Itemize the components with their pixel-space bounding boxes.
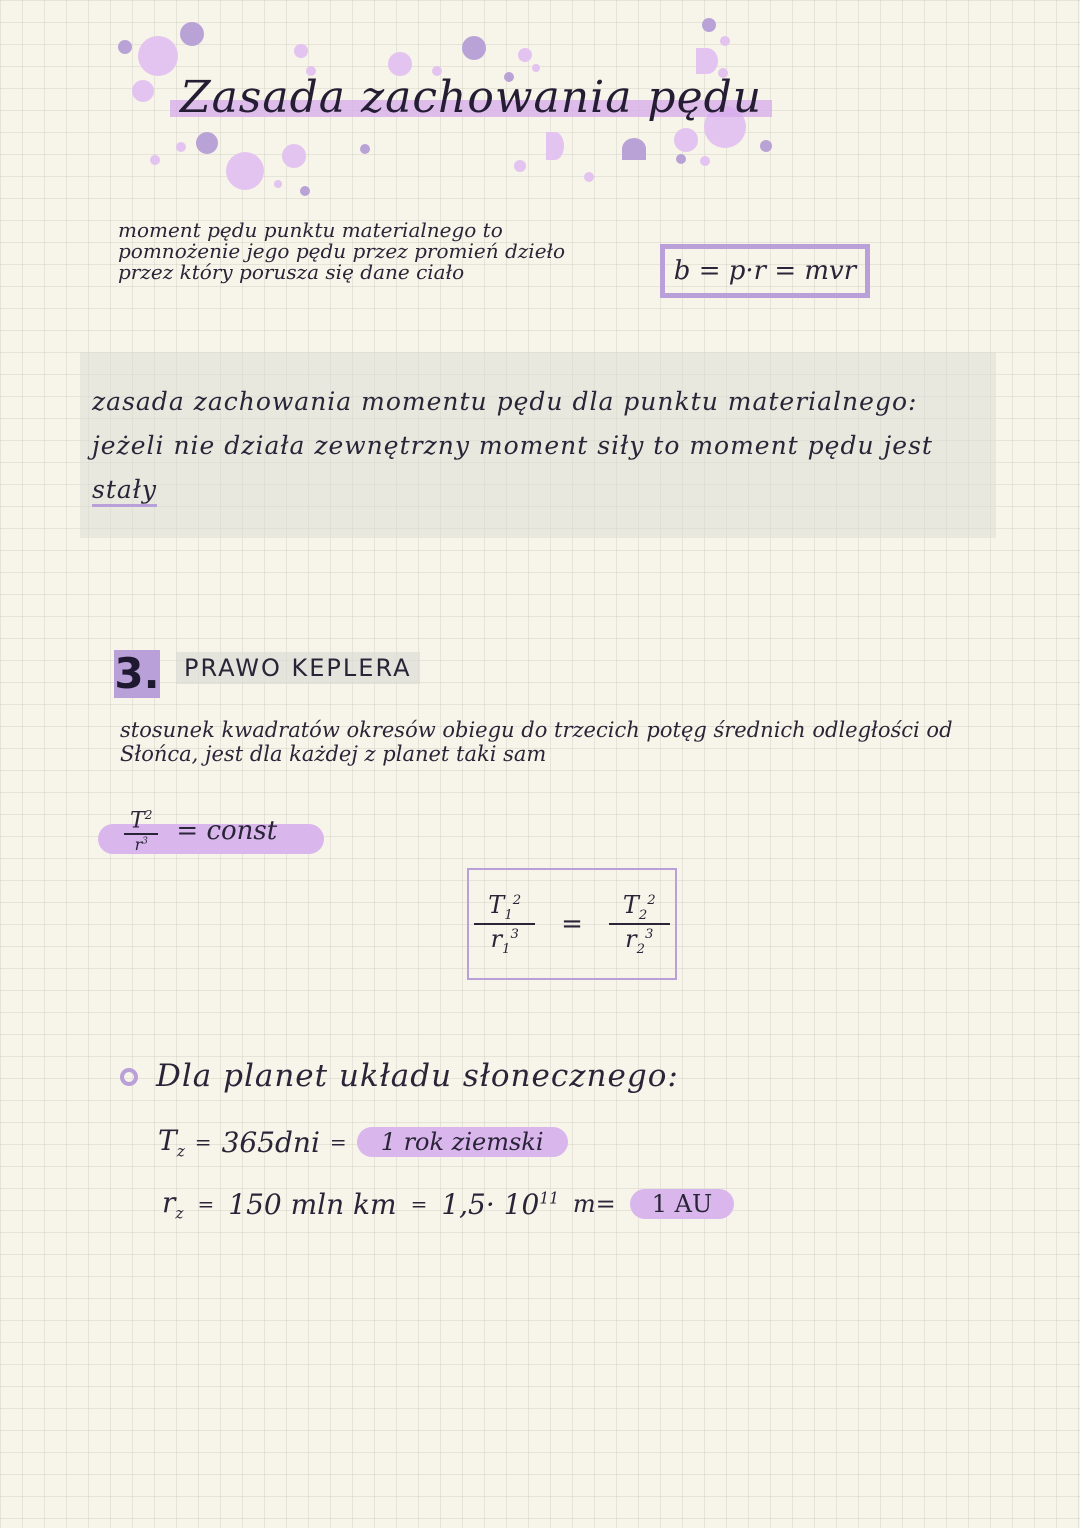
dot — [360, 144, 370, 154]
distance-highlight: 1 AU — [630, 1189, 734, 1219]
period-equals-2: = — [329, 1130, 347, 1155]
dot — [226, 152, 264, 190]
distance-value: 150 mln km — [228, 1187, 397, 1221]
dot — [696, 48, 718, 74]
dot — [514, 160, 526, 172]
fraction-2-denominator: $r_2^3$ — [625, 925, 654, 957]
dot — [274, 180, 282, 188]
section-number: 3. — [114, 649, 160, 698]
fraction-2 — [609, 891, 670, 957]
dot — [132, 80, 154, 102]
const-rhs: = const — [176, 816, 278, 847]
distance-variable: $r_z$ — [162, 1186, 184, 1223]
distance-scientific: $1,5\cdot 10^{11}$ — [441, 1187, 559, 1221]
solar-row-distance — [162, 1186, 734, 1223]
section-title: PRAWO KEPLERA — [176, 652, 420, 684]
definition-text: moment pędu punktu materialnego to pomnożenie jego pędu przez promień dzieło przez który porusza się dane ciało — [118, 218, 566, 284]
dot — [176, 142, 186, 152]
distance-equals: = — [197, 1192, 215, 1217]
dot — [282, 144, 306, 168]
const-formula — [124, 808, 277, 854]
distance-equals-2: = — [410, 1192, 428, 1217]
dot — [676, 154, 686, 164]
dot — [622, 138, 646, 160]
dot — [720, 36, 730, 46]
dot — [150, 155, 160, 165]
period-value: 365dni — [221, 1125, 320, 1159]
dot — [532, 64, 540, 72]
dot — [138, 36, 178, 76]
dot — [674, 128, 698, 152]
fraction-1-denominator: $r_1^3$ — [490, 925, 519, 957]
solar-row-period — [158, 1124, 568, 1161]
fraction-2-numerator: $T_2^2$ — [609, 891, 670, 925]
dot — [294, 44, 308, 58]
period-equals: = — [194, 1130, 212, 1155]
dot — [518, 48, 532, 62]
fraction-1 — [474, 891, 535, 957]
dot — [760, 140, 772, 152]
dot — [702, 18, 716, 32]
solar-heading: Dla planet układu słonecznego: — [156, 1058, 679, 1094]
period-highlight: 1 rok ziemski — [357, 1127, 568, 1157]
period-variable: $T_z$ — [158, 1124, 185, 1161]
dot — [700, 156, 710, 166]
distance-unit: m= — [572, 1190, 616, 1219]
kepler-equality-box — [467, 868, 677, 980]
fraction-1-numerator: $T_1^2$ — [474, 891, 535, 925]
const-denominator: $r^3$ — [134, 835, 148, 855]
dot — [196, 132, 218, 154]
law-text-body: zasada zachowania momentu pędu dla punktu materialnego: jeżeli nie działa zewnętrzny moment siły to moment pędu jest — [92, 387, 933, 460]
dot — [546, 132, 564, 160]
const-numerator: $T^2$ — [124, 808, 158, 835]
law-highlight: stały — [92, 475, 158, 504]
definition-formula: b = p·r = mvr — [673, 256, 857, 286]
dot — [584, 172, 594, 182]
const-fraction — [124, 808, 158, 854]
definition-formula-box — [660, 244, 870, 298]
equals-sign: = — [561, 909, 583, 939]
kepler-law-text: stosunek kwadratów okresów obiegu do trzecich potęg średnich odległości od Słońca, jest dla każdej z planet taki sam — [120, 718, 953, 766]
dot — [300, 186, 310, 196]
kepler-equality — [469, 870, 675, 978]
law-text — [92, 380, 982, 512]
dot — [180, 22, 204, 46]
dot — [118, 40, 132, 54]
bullet-icon — [120, 1068, 138, 1086]
dot — [462, 36, 486, 60]
page-title: Zasada zachowania pędu — [170, 72, 772, 123]
